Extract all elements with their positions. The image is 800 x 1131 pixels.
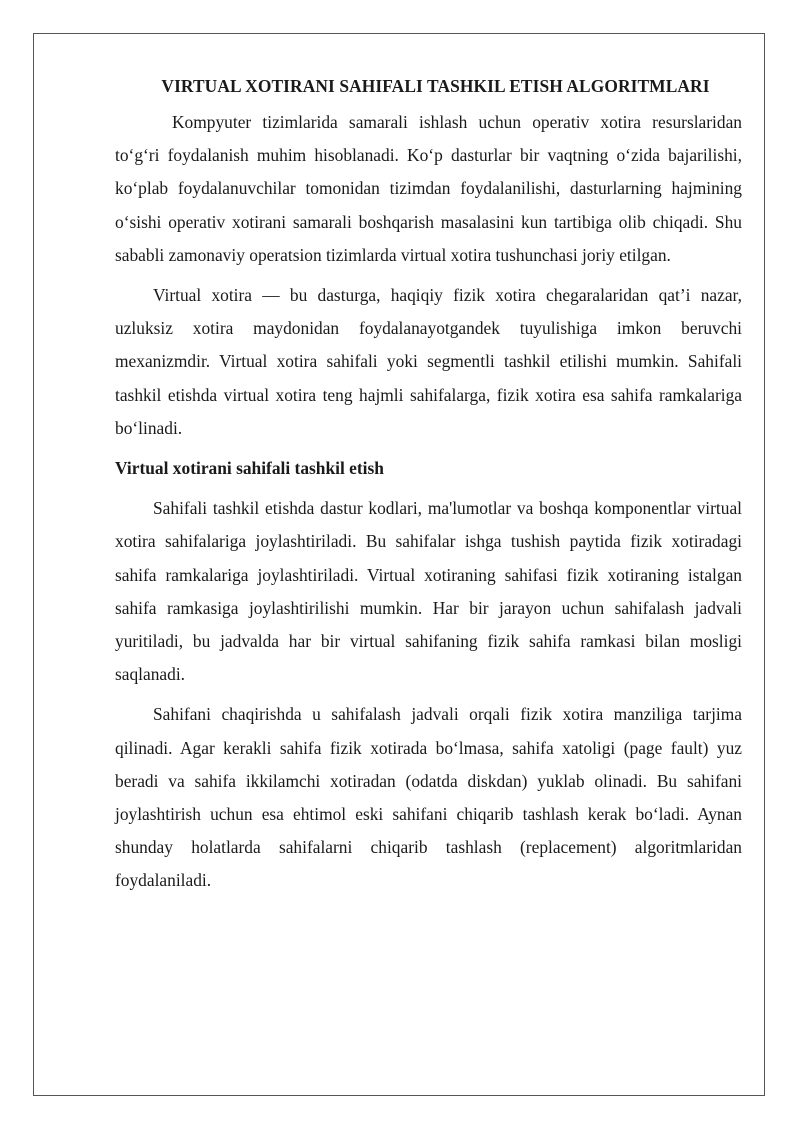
paragraph-page-fault: Sahifani chaqirishda u sahifalash jadvali orqali fizik xotira manziliga tarjima qilinadi. Agar kerakli sahifa fizik xotirada bo‘lmasa, sahifa xatoligi (page fault) yuz beradi va sahifa ikkilamchi xotiradan (odatda diskdan) yuklab olinadi. Bu sahifani joylashtirish uchun esa ehtimol eski sahifani chiqarib tashlash kerak bo‘ladi. Aynan shunday holatlarda sahifalarni chiqarib tashlash (replacement) algoritmlaridan foydalaniladi. xyxy=(115,704,742,891)
document-body xyxy=(115,72,742,898)
paragraph-paging-organization: Sahifali tashkil etishda dastur kodlari, ma'lumotlar va boshqa komponentlar virtual xotira sahifalariga joylashtiriladi. Bu sahifalar ishga tushish paytida fizik xotiradagi sahifa ramkalariga joylashtiriladi. Virtual xotiraning sahifasi fizik xotiraning istalgan sahifa ramkasiga joylashtirilishi mumkin. Har bir jarayon uchun sahifalash jadvali yuritiladi, bu jadvalda har bir virtual sahifaning fizik sahifa ramkasi bilan mosligi saqlanadi. xyxy=(115,498,742,685)
section-heading: Virtual xotirani sahifali tashkil etish xyxy=(115,458,384,479)
paragraph-intro: Kompyuter tizimlarida samarali ishlash uchun operativ xotira resurslaridan to‘g‘ri foydalanish muhim hisoblanadi. Ko‘p dasturlar bir vaqtning o‘zida bajarilishi, ko‘plab foydalanuvchilar tomonidan tizimdan foydalanilishi, dasturlarning hajmining o‘sishi operativ xotirani samarali boshqarish masalasini kun tartibiga olib chiqadi. Shu sababli zamonaviy operatsion tizimlarda virtual xotira tushunchasi joriy etilgan. xyxy=(115,112,742,265)
document-title: VIRTUAL XOTIRANI SAHIFALI TASHKIL ETISH ALGORITMLARI xyxy=(161,76,710,96)
paragraph-virtual-memory-definition: Virtual xotira — bu dasturga, haqiqiy fizik xotira chegaralaridan qat’i nazar, uzluksiz xotira maydonidan foydalanayotgandek tuyulishiga imkon beruvchi mexanizmdir. Virtual xotira sahifali yoki segmentli tashkil etilishi mumkin. Sahifali tashkil etishda virtual xotira teng hajmli sahifalarga, fizik xotira esa sahifa ramkalariga bo‘linadi. xyxy=(115,285,742,438)
